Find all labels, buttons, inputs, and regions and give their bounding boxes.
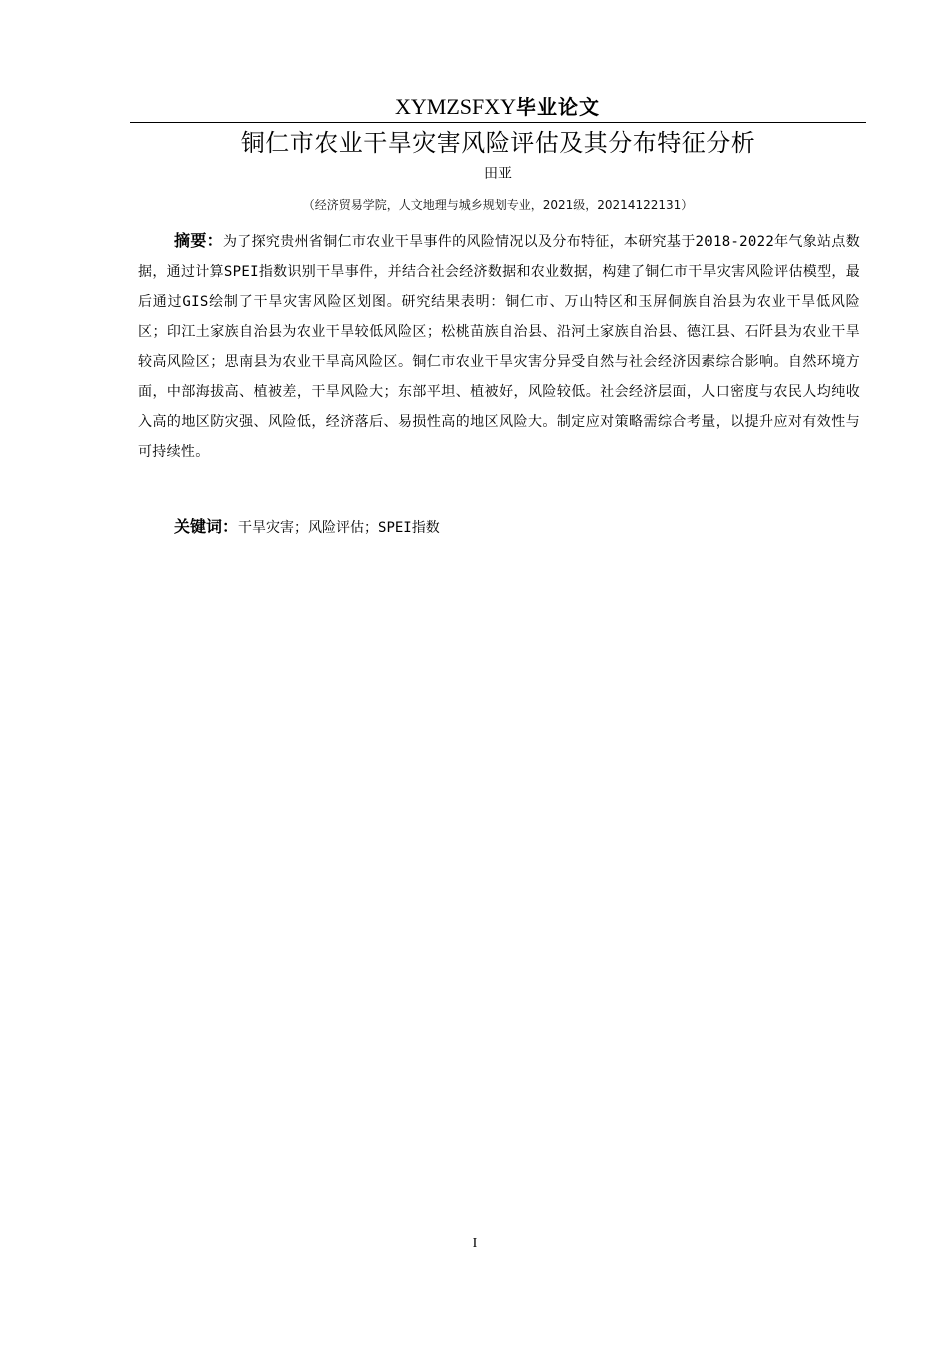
running-header [130,92,865,122]
header-latin-text: XYMZSFXY [394,94,517,119]
abstract-label: 摘要： [174,231,223,250]
abstract-paragraph [138,226,860,467]
author-affiliation: （经济贸易学院，人文地理与城乡规划专业，2021级，20214122131） [302,198,694,212]
keywords-line [174,512,440,543]
header-rule [130,122,866,123]
keywords-text: 干旱灾害；风险评估；SPEI指数 [238,520,440,536]
paper-title: 铜仁市农业干旱灾害风险评估及其分布特征分析 [240,129,756,157]
header-chinese-text: 毕业论文 [516,95,601,119]
page-number: I [472,1236,478,1251]
author-name: 田亚 [484,166,512,182]
abstract-text: 为了探究贵州省铜仁市农业干旱事件的风险情况以及分布特征，本研究基于2018-2022年气象站点数据，通过计算SPEI指数识别干旱事件，并结合社会经济数据和农业数据，构建了铜仁市干旱灾害风险评估模型，最后通过GIS绘制了干旱灾害风险区划图。研究结果表明：铜仁市、万山特区和玉屏侗族自治县为农业干旱低风险区；印江土家族自治县为农业干旱较低风险区；松桃苗族自治县、沿河土家族自治县、德江县、石阡县为农业干旱较高风险区；思南县为农业干旱高风险区。铜仁市农业干旱灾害分异受自然与社会经济因素综合影响。自然环境方面，中部海拔高、植被差，干旱风险大；东部平坦、植被好，风险较低。社会经济层面，人口密度与农民人均纯收入高的地区防灾强、风险低，经济落后、易损性高的地区风险大。制定应对策略需综合考量，以提升应对有效性与可持续性。 [138,234,860,460]
keywords-label: 关键词： [174,517,239,536]
